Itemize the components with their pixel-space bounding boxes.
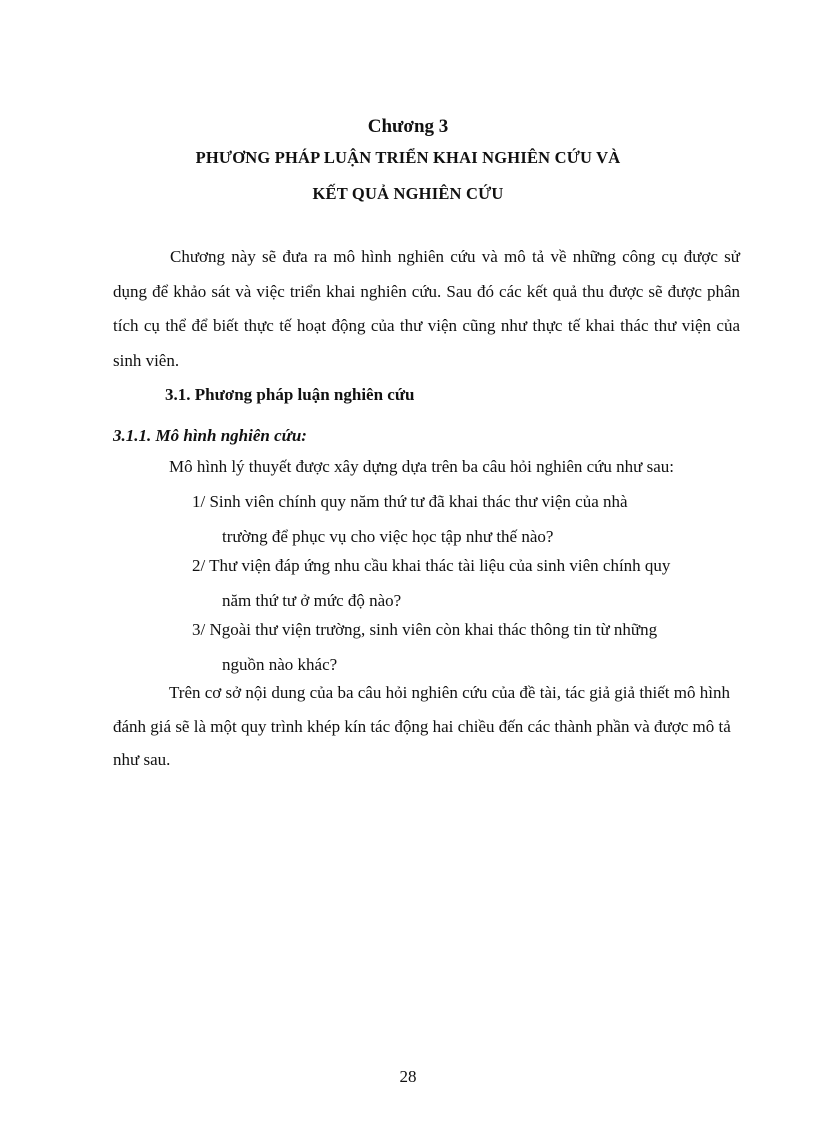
research-question-1: [192, 484, 740, 554]
section-heading: 3.1. Phương pháp luận nghiên cứu: [165, 385, 415, 404]
closing-paragraph: Trên cơ sở nội dung của ba câu hỏi nghiên cứu của đề tài, tác giả giả thiết mô hình đánh giá sẽ là một quy trình khép kín tác động hai chiều đến các thành phần và được mô tả như sau.: [113, 683, 731, 769]
chapter-number: Chương 3: [367, 116, 449, 137]
question-continuation: năm thứ tư ở mức độ nào?: [222, 591, 402, 610]
question-line: 1/ Sinh viên chính quy năm thứ tư đã khai thác thư viện của nhà: [192, 492, 628, 511]
subsection-heading: 3.1.1. Mô hình nghiên cứu:: [113, 426, 307, 445]
question-line: 2/ Thư viện đáp ứng nhu cầu khai thác tài liệu của sinh viên chính quy: [192, 556, 671, 575]
intro-paragraph: Chương này sẽ đưa ra mô hình nghiên cứu và mô tả về những công cụ được sử dụng để khảo sát và việc triển khai nghiên cứu. Sau đó các kết quả thu được sẽ được phân tích cụ thể để biết thực tế hoạt động của thư viện cũng như thực tế khai thác thư viện của sinh viên.: [113, 247, 740, 371]
chapter-title-line-2: KẾT QUẢ NGHIÊN CỨU: [312, 184, 504, 203]
page-number: 28: [399, 1067, 417, 1086]
lead-sentence: Mô hình lý thuyết được xây dựng dựa trên ba câu hỏi nghiên cứu như sau:: [169, 457, 674, 476]
question-line: 3/ Ngoài thư viện trường, sinh viên còn khai thác thông tin từ những: [192, 620, 658, 639]
research-question-3: [192, 612, 740, 682]
question-continuation: trường để phục vụ cho việc học tập như thế nào?: [222, 527, 554, 546]
question-continuation: nguồn nào khác?: [222, 655, 338, 674]
chapter-title-line-1: PHƯƠNG PHÁP LUẬN TRIỂN KHAI NGHIÊN CỨU VÀ: [195, 148, 621, 167]
research-question-2: [192, 548, 740, 618]
